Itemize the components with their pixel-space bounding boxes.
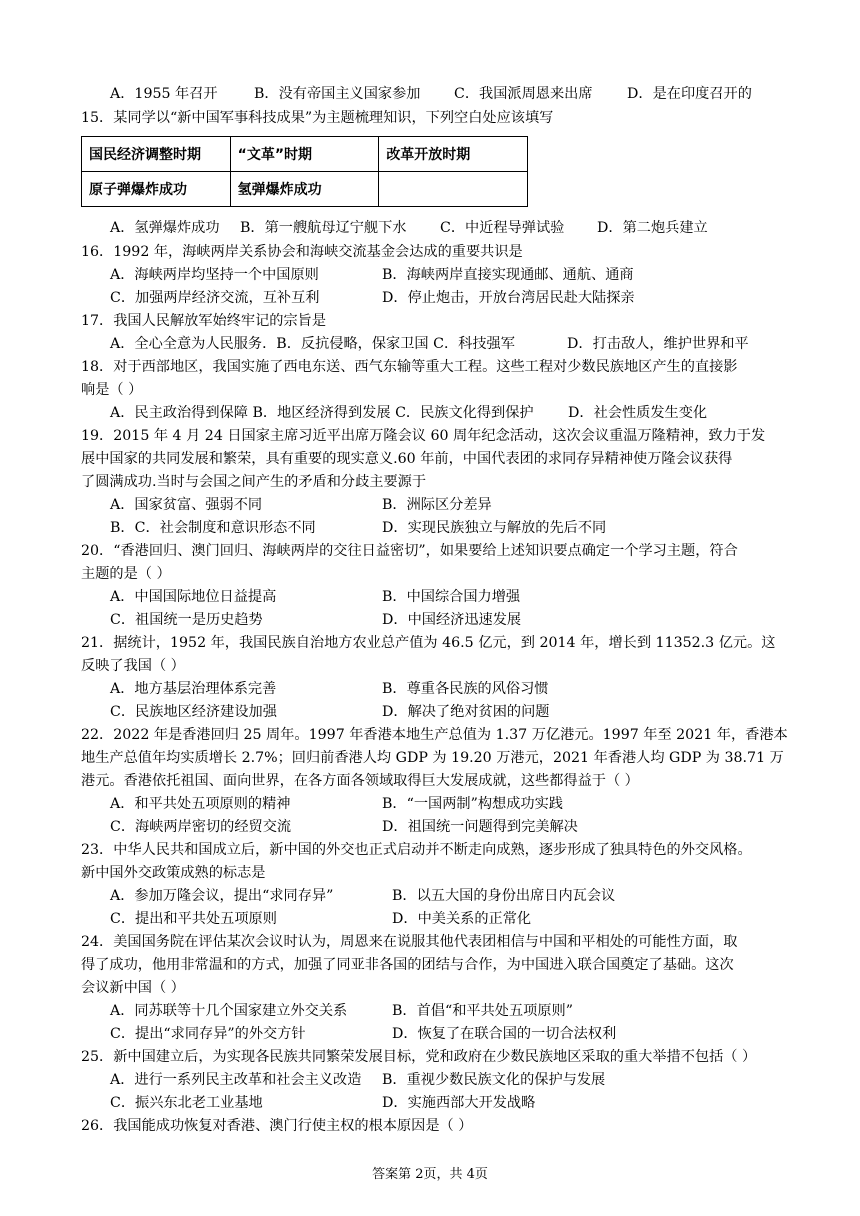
q19-option-a: A．国家贫富、强弱不同 [110,497,263,513]
table-cell: “文革”时期 [230,137,379,172]
q24-option-c: C．提出“求同存异”的外交方针 [110,1026,306,1042]
q17-stem: 17．我国人民解放军始终牢记的宗旨是 [81,313,327,329]
q14-option-a: A．1955 年召开 [110,86,218,102]
q19-option-d: D．实现民族独立与解放的先后不同 [382,520,607,536]
table-cell-blank [379,172,528,207]
q19-option-c: B．C．社会制度和意识形态不同 [110,520,316,536]
q16-stem: 16．1992 年，海峡两岸关系协会和海峡交流基金会达成的重要共识是 [81,244,523,260]
q18-stem-line2: 响是（ ） [81,382,143,398]
q22-stem-line3: 港元。香港依托祖国、面向世界，在各方面各领域取得巨大发展成就，这些都得益于（ ） [81,773,639,789]
q26-stem: 26．我国能成功恢复对香港、澳门行使主权的根本原因是（ ） [81,1118,473,1134]
table-cell: 原子弹爆炸成功 [82,172,231,207]
q23-stem-line1: 23．中华人民共和国成立后，新中国的外交也正式启动并不断走向成熟，逐步形成了独具特色的外交风格。 [81,842,752,858]
q25-option-a: A．进行一系列民主改革和社会主义改造 [110,1072,362,1088]
q20-option-a: A．中国国际地位日益提高 [110,589,277,605]
q24-stem-line3: 会议新中国（ ） [81,980,185,996]
q20-option-b: B．中国综合国力增强 [382,589,521,605]
q15-topic-table [81,136,528,207]
q23-stem-line2: 新中国外交政策成熟的标志是 [81,865,266,881]
q17-option-d: D．打击敌人，维护世界和平 [567,336,749,352]
table-cell: 改革开放时期 [379,137,528,172]
q14-option-b: B．没有帝国主义国家参加 [254,86,421,102]
q25-option-b: B．重视少数民族文化的保护与发展 [382,1072,606,1088]
q18-stem-line1: 18．对于西部地区，我国实施了西电东送、西气东输等重大工程。这些工程对少数民族地区产生的直接影 [81,359,738,375]
table-row [82,172,528,207]
q20-stem-line1: 20．“香港回归、澳门回归、海峡两岸的交往日益密切”，如果要给上述知识要点确定一个学习主题，符合 [81,543,738,559]
q19-stem-line1: 19．2015 年 4 月 24 日国家主席习近平出席万隆会议 60 周年纪念活动，这次会议重温万隆精神，致力于发 [81,428,766,444]
q17-options-abc: A．全心全意为人民服务．B．反抗侵略，保家卫国 C．科技强军 [110,336,515,352]
q15-option-c: C．中近程导弹试验 [440,220,565,236]
q19-stem-line2: 展中国家的共同发展和繁荣，具有重要的现实意义.60 年前，中国代表团的求同存异精神使万隆会议获得 [81,451,733,467]
q18-option-d: D．社会性质发生变化 [568,405,708,421]
q22-option-c: C．海峡两岸密切的经贸交流 [110,819,292,835]
q22-option-a: A．和平共处五项原则的精神 [110,796,291,812]
q16-option-d: D．停止炮击，开放台湾居民赴大陆探亲 [382,290,635,306]
q20-option-d: D．中国经济迅速发展 [382,612,522,628]
q21-option-d: D．解决了绝对贫困的问题 [382,704,550,720]
q18-options-abc: A．民主政治得到保障 B．地区经济得到发展 C．民族文化得到保护 [110,405,534,421]
table-cell: 氢弹爆炸成功 [230,172,379,207]
q15-option-d: D．第二炮兵建立 [597,220,708,236]
q14-option-d: D．是在印度召开的 [627,86,752,102]
q14-option-c: C．我国派周恩来出席 [454,86,593,102]
q24-option-d: D．恢复了在联合国的一切合法权利 [392,1026,617,1042]
q23-option-c: C．提出和平共处五项原则 [110,911,277,927]
q23-option-a: A．参加万隆会议，提出“求同存异” [110,888,334,904]
q19-stem-line3: 了圆满成功.当时与会国之间产生的矛盾和分歧主要源于 [81,474,427,490]
q16-option-c: C．加强两岸经济交流，互补互利 [110,290,320,306]
q22-stem-line2: 地生产总值年均实质增长 2.7%；回归前香港人均 GDP 为 19.20 万港元，2021 年香港人均 GDP 为 38.71 万 [81,750,784,766]
q21-stem-line1: 21．据统计，1952 年，我国民族自治地方农业总产值为 46.5 亿元，到 2014 年，增长到 11352.3 亿元。这 [81,635,776,651]
q21-stem-line2: 反映了我国（ ） [81,658,185,674]
q15-option-b: B．第一艘航母辽宁舰下水 [240,220,407,236]
q16-option-a: A．海峡两岸均坚持一个中国原则 [110,267,319,283]
q15-stem: 15．某同学以“新中国军事科技成果”为主题梳理知识，下列空白处应该填写 [81,110,554,126]
q24-stem-line2: 得了成功，他用非常温和的方式，加强了同亚非各国的团结与合作，为中国进入联合国奠定了基础。这次 [81,957,734,973]
q19-option-b: B．洲际区分差异 [382,497,492,513]
q21-option-b: B．尊重各民族的风俗习惯 [382,681,549,697]
page-footer: 答案第 2页，共 4页 [372,1167,488,1182]
q15-option-a: A．氢弹爆炸成功 [110,220,220,236]
q24-option-a: A．同苏联等十几个国家建立外交关系 [110,1003,348,1019]
q25-option-d: D．实施西部大开发战略 [382,1095,536,1111]
q21-option-a: A．地方基层治理体系完善 [110,681,277,697]
table-row [82,137,528,172]
q23-option-d: D．中美关系的正常化 [392,911,532,927]
q22-stem-line1: 22．2022 年是香港回归 25 周年。1997 年香港本地生产总值为 1.37 万亿港元。1997 年至 2021 年，香港本 [81,727,788,743]
table-cell: 国民经济调整时期 [82,137,231,172]
q20-option-c: C．祖国统一是历史趋势 [110,612,263,628]
q22-option-d: D．祖国统一问题得到完美解决 [382,819,578,835]
q22-option-b: B．“一国两制”构想成功实践 [382,796,563,812]
q25-stem: 25．新中国建立后，为实现各民族共同繁荣发展目标，党和政府在少数民族地区采取的重大举措不包括（ ） [81,1049,757,1065]
q20-stem-line2: 主题的是（ ） [81,566,171,582]
q16-option-b: B．海峡两岸直接实现通邮、通航、通商 [382,267,634,283]
q25-option-c: C．振兴东北老工业基地 [110,1095,263,1111]
q21-option-c: C．民族地区经济建设加强 [110,704,277,720]
q23-option-b: B．以五大国的身份出席日内瓦会议 [392,888,616,904]
q24-option-b: B．首倡“和平共处五项原则” [392,1003,573,1019]
q24-stem-line1: 24．美国国务院在评估某次会议时认为，周恩来在说服其他代表团相信与中国和平相处的可能性方面，取 [81,934,738,950]
